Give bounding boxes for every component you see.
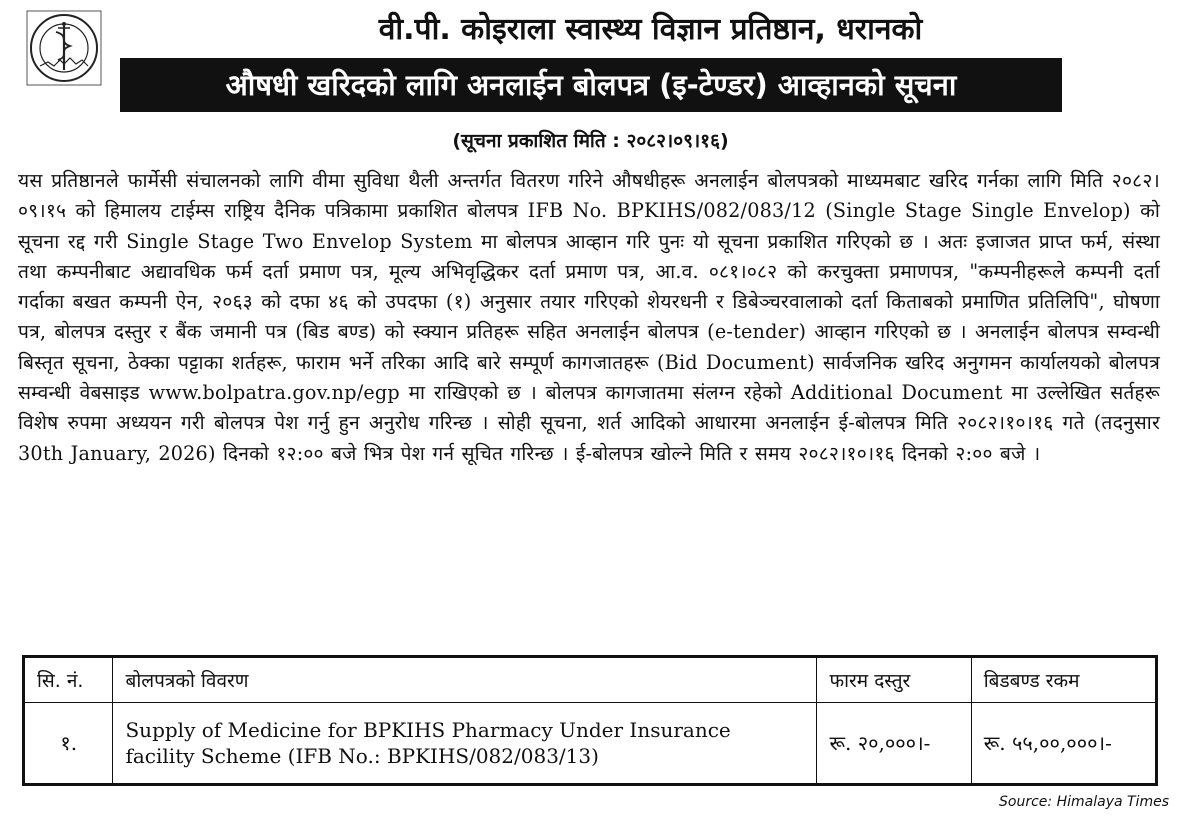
- tender-table-header: [24, 657, 1157, 703]
- row-bid-bond: रू. ५५,००,०००।-: [971, 703, 1156, 785]
- row-serial-number: १.: [24, 703, 113, 785]
- row-description: Supply of Medicine for BPKIHS Pharmacy Under Insurance facility Scheme (IFB No.: BPKIHS/082/083/13): [113, 703, 817, 785]
- table-header-row: [24, 657, 1157, 703]
- table-row: [24, 703, 1157, 785]
- publish-date: (सूचना प्रकाशित मिति : २०८२।०९।१६): [452, 130, 729, 152]
- header-bid-bond: बिडबण्ड रकम: [971, 657, 1156, 703]
- source-credit: Source: Himalaya Times: [999, 794, 1169, 810]
- institution-emblem-icon: [26, 10, 102, 86]
- organization-name: वी.पी. कोइराला स्वास्थ्य विज्ञान प्रतिष्ठान, धरानको: [378, 12, 923, 47]
- row-form-fee: रू. २०,०००।-: [817, 703, 971, 785]
- header-serial-number: सि. नं.: [24, 657, 113, 703]
- notice-body-paragraph: यस प्रतिष्ठानले फार्मेसी संचालनको लागि वीमा सुविधा थैली अन्तर्गत वितरण गरिने औषधीहरू अनलाईन बोलपत्रको माध्यमबाट खरिद गर्नका लागि मिति २०८२।०९।१५ को हिमालय टाईम्स राष्ट्रिय दैनिक पत्रिकामा प्रकाशित बोलपत्र IFB No. BPKIHS/082/083/12 (Single Stage Single Envelop) को सूचना रद्द गरी Single Stage Two Envelop System मा बोलपत्र आव्हान गरि पुनः यो सूचना प्रकाशित गरिएको छ । अतः इजाजत प्राप्त फर्म, संस्था तथा कम्पनीबाट अद्यावधिक फर्म दर्ता प्रमाण पत्र, मूल्य अभिवृद्धिकर दर्ता प्रमाण पत्र, आ.व. ०८१।०८२ को करचुक्ता प्रमाणपत्र, "कम्पनीहरूले कम्पनी दर्ता गर्दाका बखत कम्पनी ऐन, २०६३ को दफा ४६ को उपदफा (१) अनुसार तयार गरिएको शेयरधनी र डिबेञ्चरवालाको दर्ता किताबको प्रमाणित प्रतिलिपि", घोषणा पत्र, बोलपत्र दस्तुर र बैंक जमानी पत्र (बिड बण्ड) को स्क्यान प्रतिहरू सहित अनलाईन बोलपत्र (e-tender) आव्हान गरिएको छ । अनलाईन बोलपत्र सम्वन्धी बिस्तृत सूचना, ठेक्का पट्टाका शर्तहरू, फाराम भर्ने तरिका आदि बारे सम्पूर्ण कागजातहरू (Bid Document) सार्वजनिक खरिद अनुगमन कार्यालयको बोलपत्र सम्वन्धी वेबसाइड www.bolpatra.gov.np/egp मा राखिएको छ । बोलपत्र कागजातमा संलग्न रहेको Additional Document मा उल्लेखित सर्तहरू विशेष रुपमा अध्ययन गरी बोलपत्र पेश गर्नु हुन अनुरोध गरिन्छ । सोही सूचना, शर्त आदिको आधारमा अनलाईन ई-बोलपत्र मिति २०८२।१०।१६ गते (तदनुसार 30th January, 2026) दिनको १२:०० बजे भित्र पेश गर्न सूचित गरिन्छ । ई-बोलपत्र खोल्ने मिति र समय २०८२।१०।१६ दिनको २:०० बजे ।: [18, 169, 1160, 465]
- header-description: बोलपत्रको विवरण: [113, 657, 817, 703]
- tender-table-body: [24, 703, 1157, 785]
- header-form-fee: फारम दस्तुर: [817, 657, 971, 703]
- tender-table: [22, 655, 1158, 786]
- notice-title-banner: औषधी खरिदको लागि अनलाईन बोलपत्र (इ-टेण्डर) आव्हानको सूचना: [120, 58, 1062, 112]
